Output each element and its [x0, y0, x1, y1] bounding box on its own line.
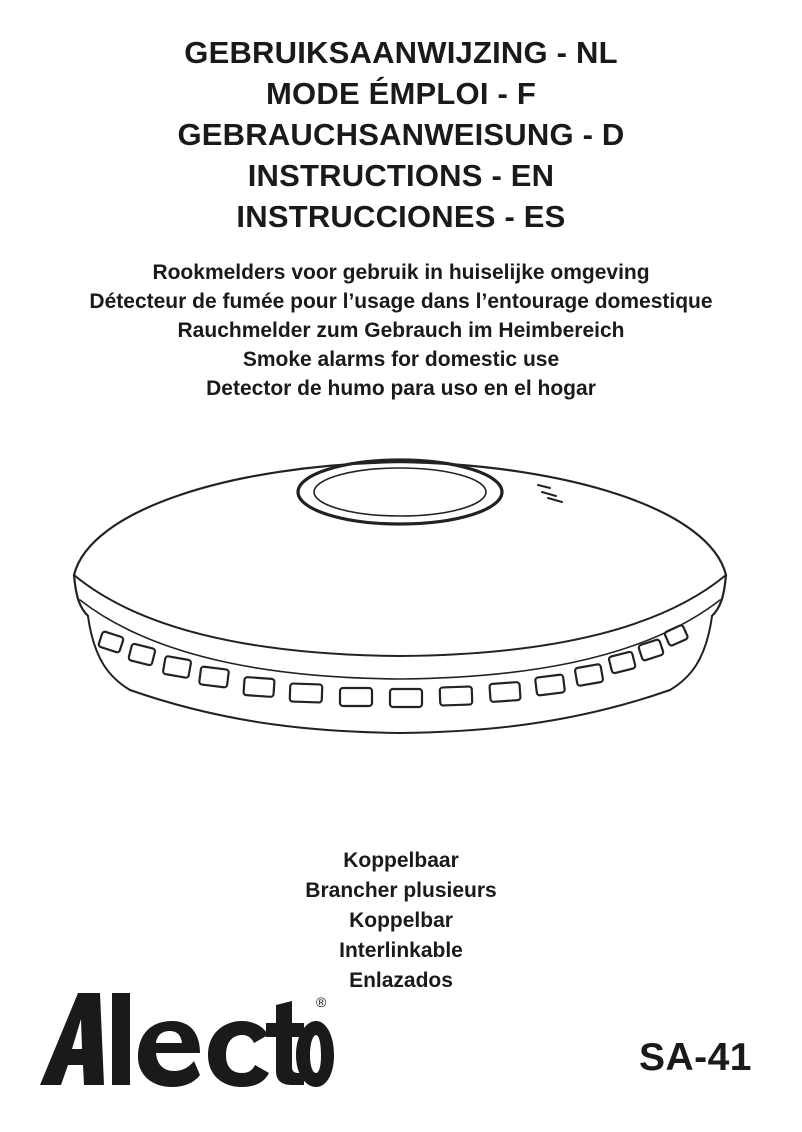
smoke-alarm-icon	[30, 440, 770, 800]
interlink-features	[0, 846, 802, 996]
subtitle-es: Detector de humo para uso en el hogar	[206, 377, 596, 400]
registered-mark: ®	[316, 994, 327, 1010]
feature-nl: Koppelbaar	[343, 849, 459, 872]
subtitle-nl: Rookmelders voor gebruik in huiselijke omgeving	[152, 261, 650, 284]
subtitle-fr: Détecteur de fumée pour l’usage dans l’entourage domestique	[89, 290, 713, 313]
feature-es: Enlazados	[349, 969, 453, 992]
title-en: INSTRUCTIONS - EN	[247, 158, 555, 193]
title-nl: GEBRUIKSAANWIJZING - NL	[184, 35, 618, 70]
model-number: SA-41	[638, 1036, 752, 1079]
subtitle-en: Smoke alarms for domestic use	[242, 348, 560, 371]
title-de: GEBRAUCHSANWEISUNG - D	[177, 117, 625, 152]
feature-fr: Brancher plusieurs	[305, 879, 497, 902]
alecto-logo	[34, 985, 334, 1095]
product-descriptions	[0, 258, 802, 403]
title-es: INSTRUCCIONES - ES	[236, 199, 566, 234]
title-fr: MODE ÉMPLOI - F	[266, 76, 536, 111]
subtitle-de: Rauchmelder zum Gebrauch im Heimbereich	[177, 319, 625, 342]
feature-en: Interlinkable	[339, 939, 463, 962]
manual-titles	[0, 32, 802, 237]
feature-de: Koppelbar	[349, 909, 453, 932]
